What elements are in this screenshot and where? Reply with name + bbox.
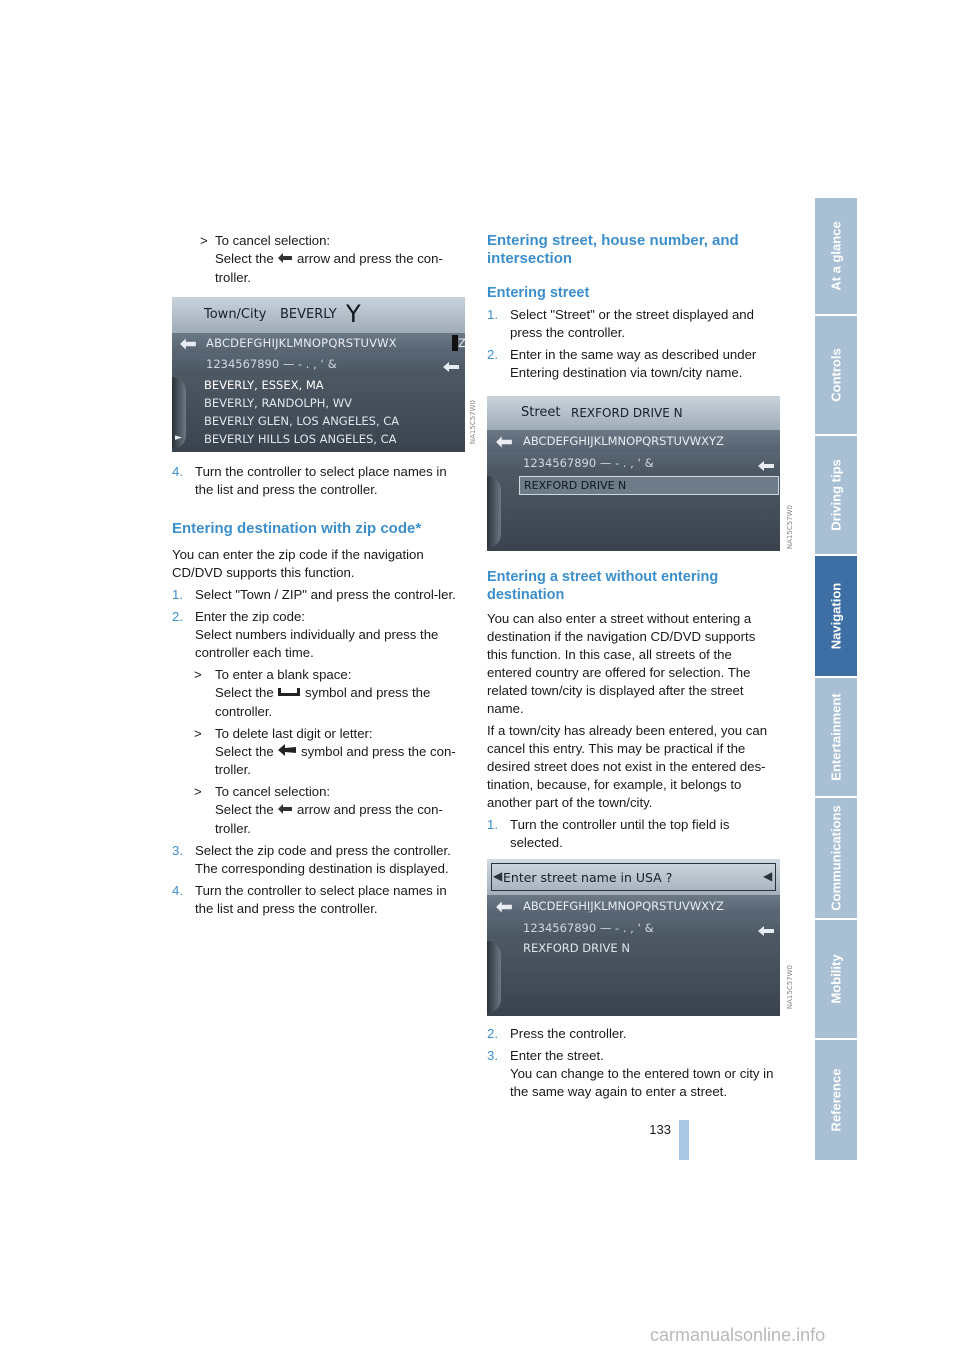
step-4 xyxy=(172,463,467,499)
bullet-text: troller. xyxy=(215,820,251,836)
town-city-screen xyxy=(172,297,465,452)
watermark: carmanualsonline.info xyxy=(650,1325,826,1345)
step-text: Turn the controller to select place names in the list and press the controller. xyxy=(195,882,447,916)
street-heading: Entering street, house number, and intersection xyxy=(487,232,739,267)
step-text: Turn the controller until the top field is selected. xyxy=(510,817,730,850)
numbers-symbols[interactable]: 1234567890 — - . , ‘ & xyxy=(523,921,654,935)
bullet-title: To cancel selection: xyxy=(215,784,331,800)
left-column-2 xyxy=(172,463,467,918)
blank-space-bullet xyxy=(172,666,467,721)
bullet-text: Select the arrow and press the con- xyxy=(215,801,467,820)
cancel-text-end: troller. xyxy=(215,269,251,285)
street-screen xyxy=(487,396,780,551)
step-text: Press the controller. xyxy=(510,1026,627,1041)
list-item[interactable]: REXFORD DRIVE N xyxy=(523,941,630,955)
zip-step-3 xyxy=(172,842,467,878)
alphabet-letters[interactable]: ABCDEFGHIJKLMNOPQRSTUVWXYZ xyxy=(523,899,724,913)
back-arrow-icon[interactable] xyxy=(495,899,513,918)
street-no-dest-step-2 xyxy=(487,1025,779,1043)
step-text: Turn the controller to select place names in the list and press the controller. xyxy=(195,464,447,497)
step-text: Enter in the same way as described under Entering destination via town/city name. xyxy=(510,347,757,380)
zip-intro: You can enter the zip code if the navigation CD/DVD supports this function. xyxy=(172,547,424,580)
alphabet-row xyxy=(487,430,780,452)
list-item[interactable]: BEVERLY, RANDOLPH, WV xyxy=(204,396,352,410)
controller-knob xyxy=(487,476,501,548)
tab-reference[interactable]: Reference xyxy=(815,1040,857,1162)
list-item[interactable]: BEVERLY GLEN, LOS ANGELES, CA xyxy=(204,414,400,428)
bullet-text: troller. xyxy=(215,762,251,778)
cancel-bullet-2 xyxy=(172,783,467,838)
place-list xyxy=(172,375,465,452)
street-no-dest-step-3 xyxy=(487,1047,779,1101)
tab-at-a-glance[interactable]: At a glance xyxy=(815,198,857,316)
step-number: 1. xyxy=(487,307,498,322)
controller-knob xyxy=(487,941,501,1013)
image-code: NA15C57W0 xyxy=(786,965,794,1010)
step-number: 4. xyxy=(172,464,183,479)
step-number: 2. xyxy=(487,347,498,362)
prompt-right-arrow-icon: ◀ xyxy=(763,869,773,883)
alphabet-letters[interactable]: ABCDEFGHIJKLMNOPQRSTUVWX xyxy=(206,336,397,350)
blank-space-icon xyxy=(277,685,301,703)
step-text: You can change to the entered town or city in the same way again to enter a street. xyxy=(510,1066,774,1099)
page-number: 133 xyxy=(649,1122,671,1137)
bullet-marker: > xyxy=(194,725,202,741)
list-item[interactable]: BEVERLY, ESSEX, MA xyxy=(204,378,324,392)
street-without-destination-heading: Entering a street without entering destination xyxy=(487,569,719,603)
alphabet-row xyxy=(487,895,780,917)
step-number: 1. xyxy=(487,817,498,832)
screen-title-label: Town/City xyxy=(204,307,267,322)
screen-title-label: Street xyxy=(521,405,561,420)
cancel-title: To cancel selection: xyxy=(215,233,331,248)
bullet-text: Select the symbol and press the con- xyxy=(215,743,467,762)
screen-title-bar xyxy=(172,297,465,333)
street-list xyxy=(487,939,780,1016)
step-text: Select numbers individually and press the controller each time. xyxy=(195,627,439,660)
right-column xyxy=(487,232,779,382)
step-number: 2. xyxy=(487,1026,498,1041)
bullet-title: To delete last digit or letter: xyxy=(215,725,373,741)
step-number: 4. xyxy=(172,882,183,898)
screen-title-bar xyxy=(487,859,780,895)
prompt-left-arrow-icon: ◀ xyxy=(493,869,503,883)
street-no-dest-step-1 xyxy=(487,816,779,852)
bullet-marker: > xyxy=(194,667,202,682)
back-arrow-icon xyxy=(277,251,293,269)
step-text: Select the zip code and press the controller. xyxy=(195,842,451,858)
street-step-2 xyxy=(487,346,779,382)
zip-step-1 xyxy=(172,586,467,604)
cancel-text: Select the arrow and press the con- xyxy=(215,250,467,269)
alphabet-row xyxy=(172,333,465,353)
street-step-1 xyxy=(487,306,779,342)
alphabet-letters[interactable]: ABCDEFGHIJKLMNOPQRSTUVWXYZ xyxy=(523,434,724,448)
numbers-row xyxy=(487,452,780,474)
page-marker xyxy=(679,1120,689,1160)
street-list xyxy=(487,474,780,551)
list-item-selected[interactable] xyxy=(519,476,779,495)
step-text: Select "Street" or the street displayed and press the controller. xyxy=(510,307,754,340)
numbers-symbols[interactable]: 1234567890 — - . , ‘ & xyxy=(206,357,337,371)
step-number: 3. xyxy=(487,1048,498,1063)
step-number: 3. xyxy=(172,842,183,858)
list-item-label: REXFORD DRIVE N xyxy=(524,479,627,492)
scroll-arrow-icon: ► xyxy=(175,433,182,443)
step-text: Enter the zip code: xyxy=(195,609,305,624)
step-number: 2. xyxy=(172,609,183,624)
bullet-marker: > xyxy=(194,784,202,800)
bullet-text: Select the symbol and press the xyxy=(215,684,467,703)
right-column-3 xyxy=(487,1025,779,1101)
numbers-row xyxy=(487,917,780,939)
zip-step-4 xyxy=(172,882,467,918)
cancel-bullet xyxy=(172,232,467,287)
numbers-symbols[interactable]: 1234567890 — - . , ‘ & xyxy=(523,456,654,470)
enter-street-screen xyxy=(487,859,780,1016)
tab-driving-tips[interactable]: Driving tips xyxy=(815,436,857,556)
delete-arrow-icon xyxy=(277,743,297,761)
screen-title-value: REXFORD DRIVE N xyxy=(571,406,683,420)
back-arrow-icon[interactable] xyxy=(495,434,513,453)
cursor-letter: Y xyxy=(346,300,361,328)
bullet-marker: > xyxy=(200,233,208,248)
paragraph-2: If a town/city has already been entered, you can cancel this entry. This may be practical if the desired street does not exist in the entered des-tination, because, for example, it belongs to another part of the town/city. xyxy=(487,723,768,810)
left-column xyxy=(172,232,467,287)
list-item[interactable]: BEVERLY HILLS LOS ANGELES, CA xyxy=(204,432,397,446)
image-code: NA15C57W0 xyxy=(469,400,477,445)
screen-title-value: BEVERLY xyxy=(280,307,337,322)
alphabet-last-letter[interactable]: Z xyxy=(458,336,466,350)
step-text: Enter the street. xyxy=(510,1048,604,1063)
back-arrow-icon xyxy=(277,802,293,820)
numbers-row xyxy=(172,353,465,375)
step-text: The corresponding destination is displayed. xyxy=(195,860,449,876)
delete-bullet xyxy=(172,725,467,780)
step-text: Select "Town / ZIP" and press the control-ler. xyxy=(195,587,456,602)
paragraph-1: You can also enter a street without entering a destination if the navigation CD/DVD supports this function. In this case, all streets of the entered country are offered for selection. The related town/city is displayed after the street name. xyxy=(487,611,756,716)
image-code: NA15C57W0 xyxy=(786,505,794,550)
tab-mobility[interactable]: Mobility xyxy=(815,920,857,1040)
tab-communications[interactable]: Communications xyxy=(815,798,857,920)
tab-entertainment[interactable]: Entertainment xyxy=(815,678,857,798)
zip-heading: Entering destination with zip code* xyxy=(172,520,422,537)
step-number: 1. xyxy=(172,587,183,602)
zip-step-2 xyxy=(172,608,467,662)
bullet-title: To enter a blank space: xyxy=(215,667,352,682)
tab-navigation[interactable]: Navigation xyxy=(815,556,857,678)
right-column-2 xyxy=(487,568,779,852)
tab-controls[interactable]: Controls xyxy=(815,316,857,436)
entering-street-subheading: Entering street xyxy=(487,285,590,301)
screen-title-bar xyxy=(487,396,780,430)
bullet-text: controller. xyxy=(215,703,273,719)
screen-title-value: Enter street name in USA ? xyxy=(503,870,673,885)
